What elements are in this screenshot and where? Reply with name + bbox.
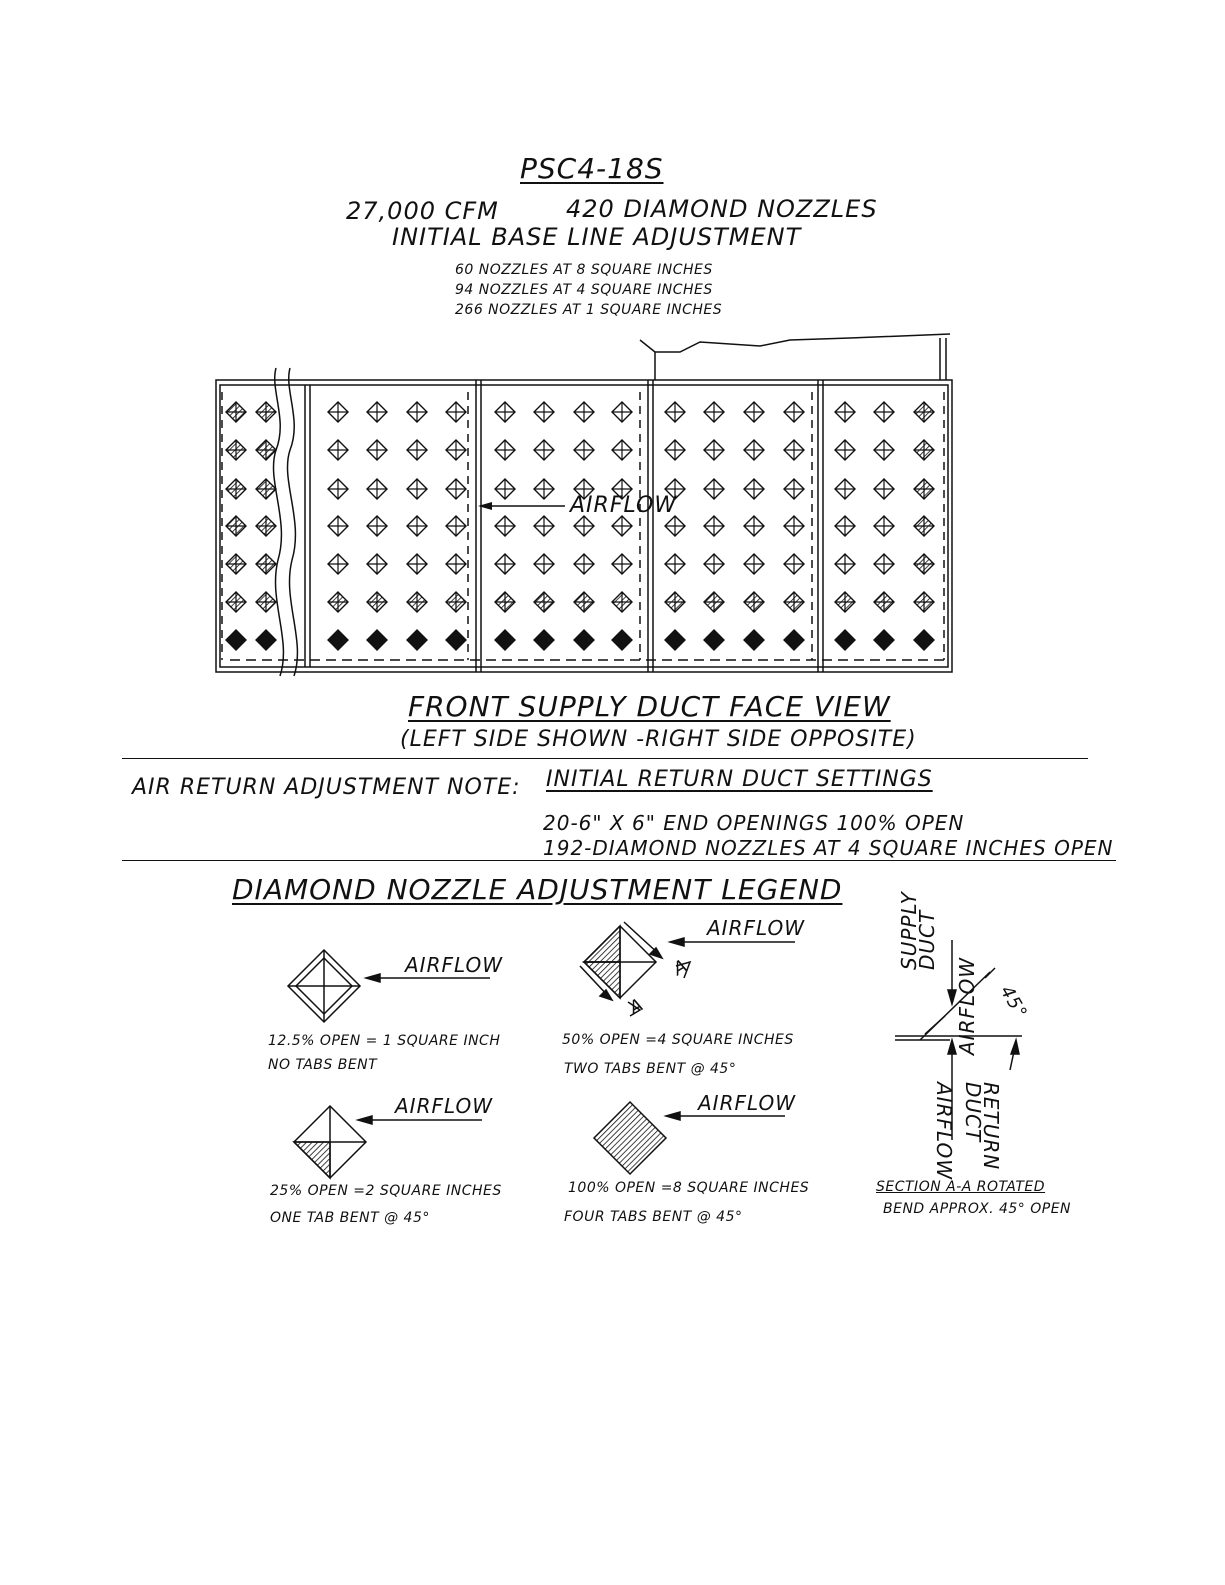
duct-view-title: FRONT SUPPLY DUCT FACE VIEW <box>408 690 891 723</box>
legend-item-4-line-1: 100% OPEN =8 SQUARE INCHES <box>568 1180 810 1196</box>
return-airflow-label: AIRFLOW <box>932 1082 956 1181</box>
count-line-2: 94 NOZZLES AT 4 SQUARE INCHES <box>455 282 713 298</box>
section-marker-1: A <box>669 955 692 980</box>
supply-airflow-label: AIRFLOW <box>955 956 979 1055</box>
return-duct-label: RETURN DUCT <box>961 1082 1003 1171</box>
duct-airflow-label: AIRFLOW <box>570 493 678 518</box>
count-line-1: 60 NOZZLES AT 8 SQUARE INCHES <box>455 262 713 278</box>
legend-item-2-line-1: 50% OPEN =4 SQUARE INCHES <box>562 1032 794 1048</box>
section-caption: SECTION A-A ROTATED <box>876 1179 1046 1195</box>
duct-view-subtitle: (LEFT SIDE SHOWN -RIGHT SIDE OPPOSITE) <box>400 727 917 752</box>
legend-airflow-3: AIRFLOW <box>395 1094 494 1118</box>
supply-duct-label: SUPPLY DUCT <box>897 891 939 970</box>
section-marker-2: A <box>625 994 648 1019</box>
return-note-line-1: 20-6" X 6" END OPENINGS 100% OPEN <box>543 811 965 835</box>
return-note-label: AIR RETURN ADJUSTMENT NOTE: <box>132 775 521 800</box>
cfm-label: 27,000 CFM <box>346 197 499 225</box>
legend-airflow-1: AIRFLOW <box>405 953 504 977</box>
legend-item-2-line-2: TWO TABS BENT @ 45° <box>564 1061 737 1077</box>
page-title: PSC4-18S <box>520 152 664 185</box>
legend-title: DIAMOND NOZZLE ADJUSTMENT LEGEND <box>232 873 843 906</box>
return-note-heading: INITIAL RETURN DUCT SETTINGS <box>546 767 933 792</box>
legend-airflow-2: AIRFLOW <box>707 916 806 940</box>
angle-label: 45° <box>995 982 1032 1023</box>
legend-item-3-line-1: 25% OPEN =2 SQUARE INCHES <box>270 1183 502 1199</box>
legend-item-4-line-2: FOUR TABS BENT @ 45° <box>564 1209 743 1225</box>
count-line-3: 266 NOZZLES AT 1 SQUARE INCHES <box>455 302 723 318</box>
section-note: BEND APPROX. 45° OPEN <box>883 1201 1072 1217</box>
legend-item-1-line-2: NO TABS BENT <box>268 1057 378 1073</box>
legend-item-3-line-2: ONE TAB BENT @ 45° <box>270 1210 430 1226</box>
return-note-line-2: 192-DIAMOND NOZZLES AT 4 SQUARE INCHES OPEN <box>543 836 1114 860</box>
adjustment-label: INITIAL BASE LINE ADJUSTMENT <box>392 223 802 251</box>
legend-item-1-line-1: 12.5% OPEN = 1 SQUARE INCH <box>268 1033 501 1049</box>
nozzle-count-label: 420 DIAMOND NOZZLES <box>566 195 878 223</box>
legend-airflow-4: AIRFLOW <box>698 1091 797 1115</box>
